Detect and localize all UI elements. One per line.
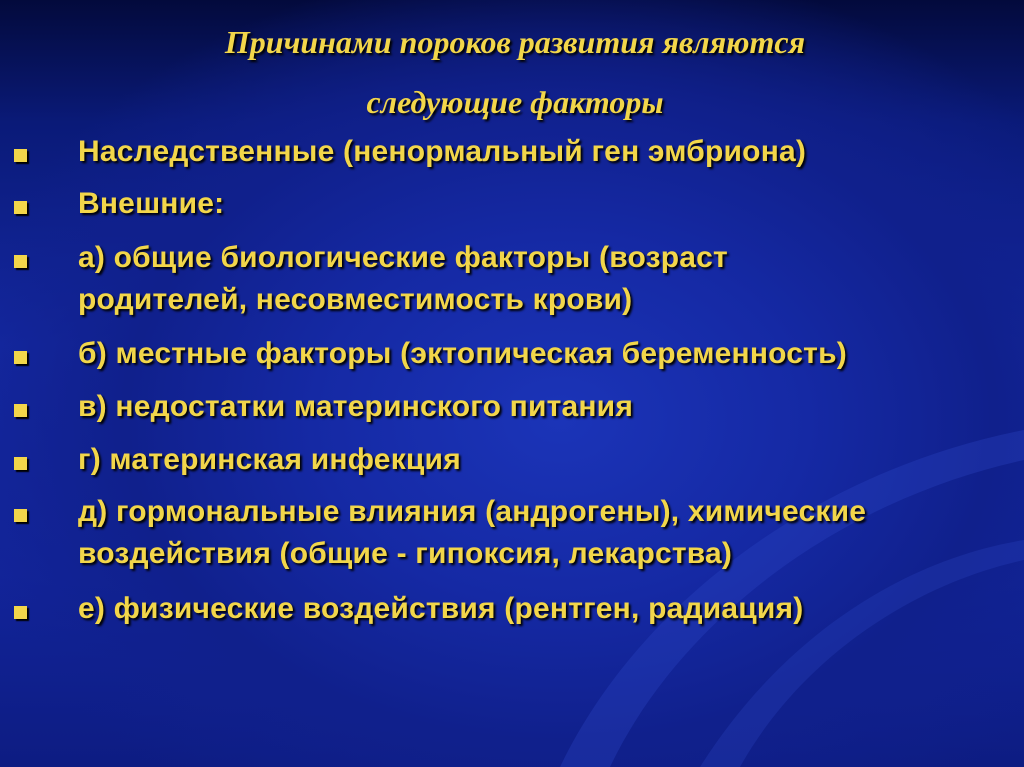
item-text: в) недостатки материнского питания <box>78 390 634 423</box>
item-text-line-2: родителей, несовместимость крови) <box>78 283 633 316</box>
square-bullet-icon <box>14 606 27 619</box>
item-text: е) физические воздействия (рентген, радиация) <box>78 592 804 625</box>
square-bullet-icon <box>14 351 27 364</box>
square-bullet-icon <box>14 404 27 417</box>
item-text-line-1: а) общие биологические факторы (возраст <box>78 241 728 274</box>
item-text: Наследственные (ненормальный ген эмбриона) <box>78 135 807 168</box>
slide-title-line-2: следующие факторы <box>366 84 664 120</box>
item-text: г) материнская инфекция <box>78 443 461 476</box>
square-bullet-icon <box>14 509 27 522</box>
square-bullet-icon <box>14 201 27 214</box>
square-bullet-icon <box>14 255 27 268</box>
slide-title-line-1: Причинами пороков развития являются <box>224 24 806 60</box>
item-text: Внешние: <box>78 187 225 220</box>
square-bullet-icon <box>14 149 27 162</box>
item-text: б) местные факторы (эктопическая беременность) <box>78 337 847 370</box>
item-text-line-1: д) гормональные влияния (андрогены), химические <box>78 495 867 528</box>
square-bullet-icon <box>14 457 27 470</box>
item-text-line-2: воздействия (общие - гипоксия, лекарства) <box>78 537 733 570</box>
